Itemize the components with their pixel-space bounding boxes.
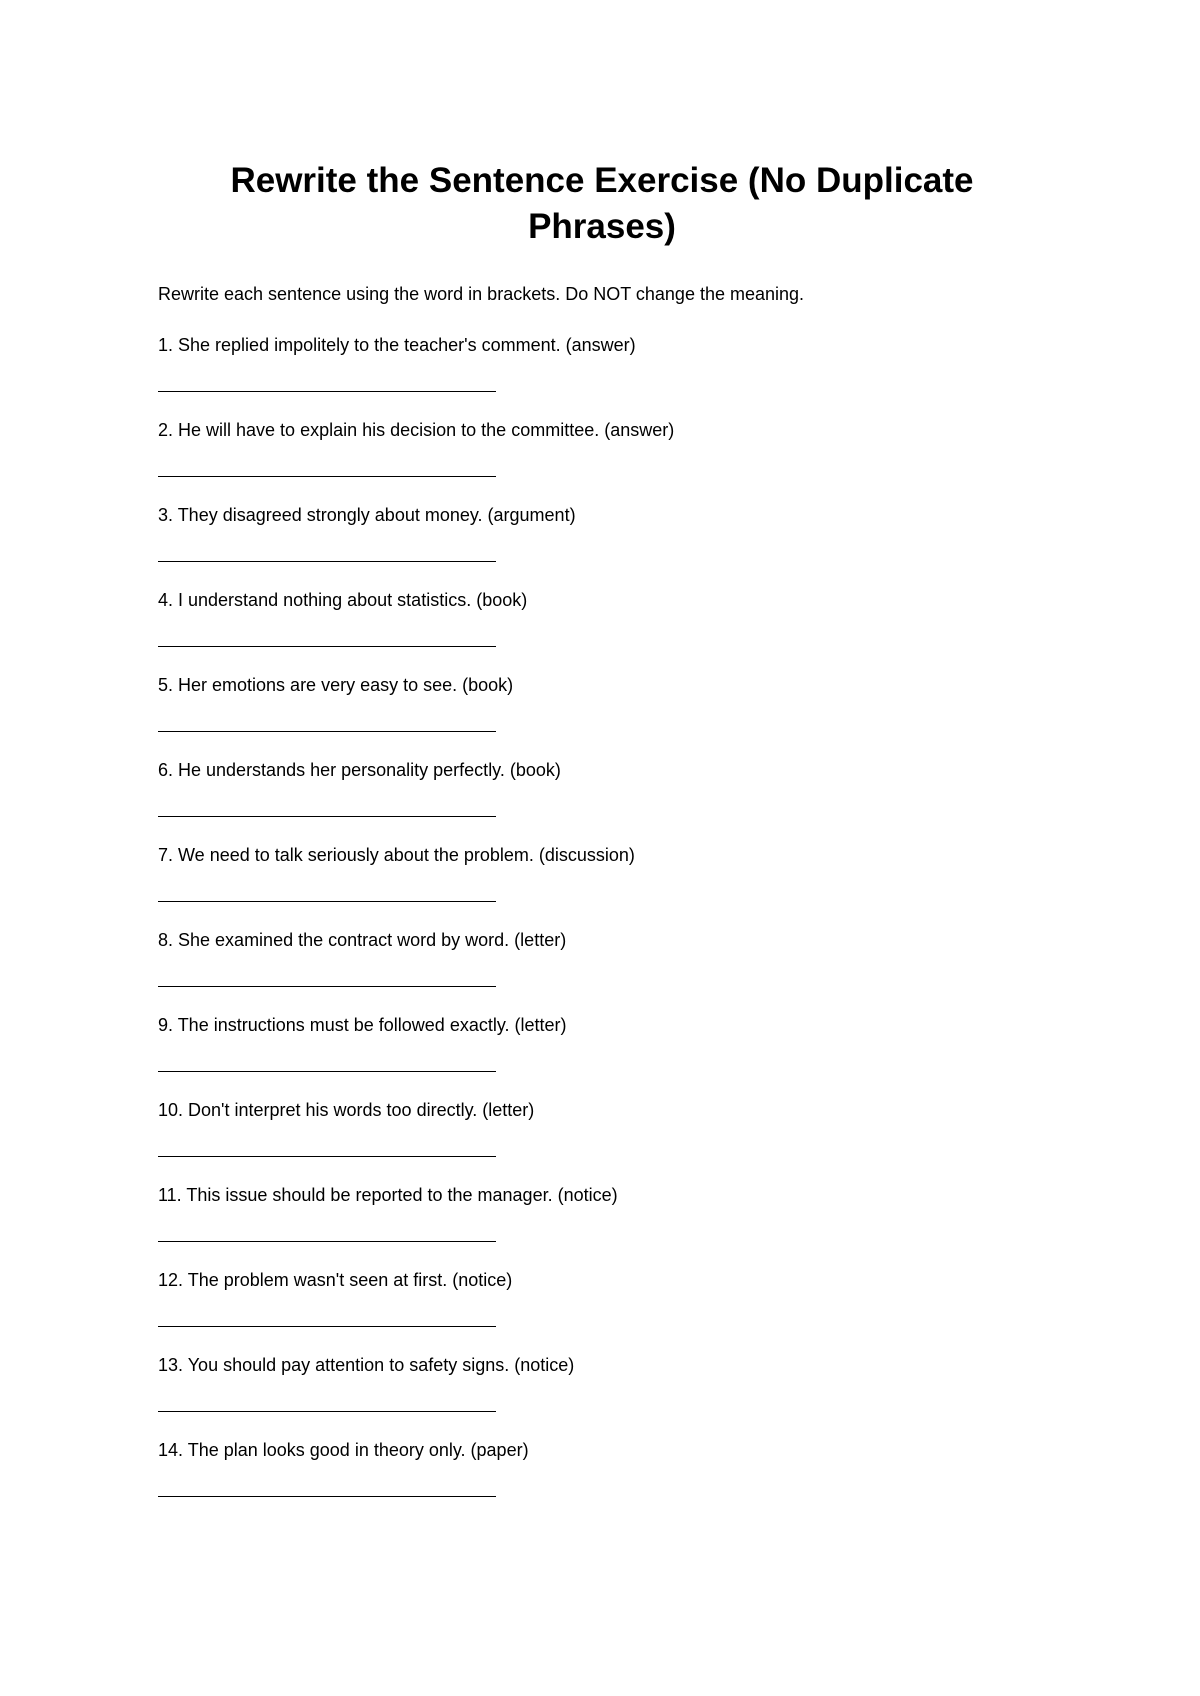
question-text: 7. We need to talk seriously about the problem. (discussion) [158,845,635,865]
question-item-4 [158,589,674,674]
question-text: 14. The plan looks good in theory only. (paper) [158,1440,529,1460]
answer-line[interactable] [158,561,496,562]
answer-line[interactable] [158,731,496,732]
question-list [158,334,674,1524]
answer-line[interactable] [158,1156,496,1157]
question-text: 6. He understands her personality perfectly. (book) [158,760,561,780]
question-text: 10. Don't interpret his words too directly. (letter) [158,1100,535,1120]
question-text: 5. Her emotions are very easy to see. (book) [158,675,514,695]
worksheet-title: Rewrite the Sentence Exercise (No Duplicate Phrases) [230,161,974,246]
question-item-5 [158,674,674,759]
question-text: 3. They disagreed strongly about money. (argument) [158,505,576,525]
question-item-6 [158,759,674,844]
answer-line[interactable] [158,816,496,817]
answer-line[interactable] [158,1326,496,1327]
answer-line[interactable] [158,1496,496,1497]
question-item-1 [158,334,674,419]
answer-line[interactable] [158,391,496,392]
question-item-7 [158,844,674,929]
answer-line[interactable] [158,476,496,477]
question-text: 13. You should pay attention to safety signs. (notice) [158,1355,575,1375]
question-text: 9. The instructions must be followed exactly. (letter) [158,1015,567,1035]
answer-line[interactable] [158,1241,496,1242]
question-item-3 [158,504,674,589]
question-item-14 [158,1439,674,1524]
question-text: 4. I understand nothing about statistics. (book) [158,590,528,610]
question-item-9 [158,1014,674,1099]
worksheet-instructions: Rewrite each sentence using the word in brackets. Do NOT change the meaning. [158,284,805,304]
answer-line[interactable] [158,646,496,647]
question-text: 12. The problem wasn't seen at first. (notice) [158,1270,513,1290]
answer-line[interactable] [158,1071,496,1072]
question-item-13 [158,1354,674,1439]
question-text: 1. She replied impolitely to the teacher's comment. (answer) [158,335,636,355]
question-text: 11. This issue should be reported to the manager. (notice) [158,1185,618,1205]
question-item-8 [158,929,674,1014]
question-item-12 [158,1269,674,1354]
question-item-2 [158,419,674,504]
answer-line[interactable] [158,901,496,902]
answer-line[interactable] [158,986,496,987]
question-text: 2. He will have to explain his decision to the committee. (answer) [158,420,675,440]
question-item-11 [158,1184,674,1269]
question-item-10 [158,1099,674,1184]
answer-line[interactable] [158,1411,496,1412]
question-text: 8. She examined the contract word by word. (letter) [158,930,567,950]
